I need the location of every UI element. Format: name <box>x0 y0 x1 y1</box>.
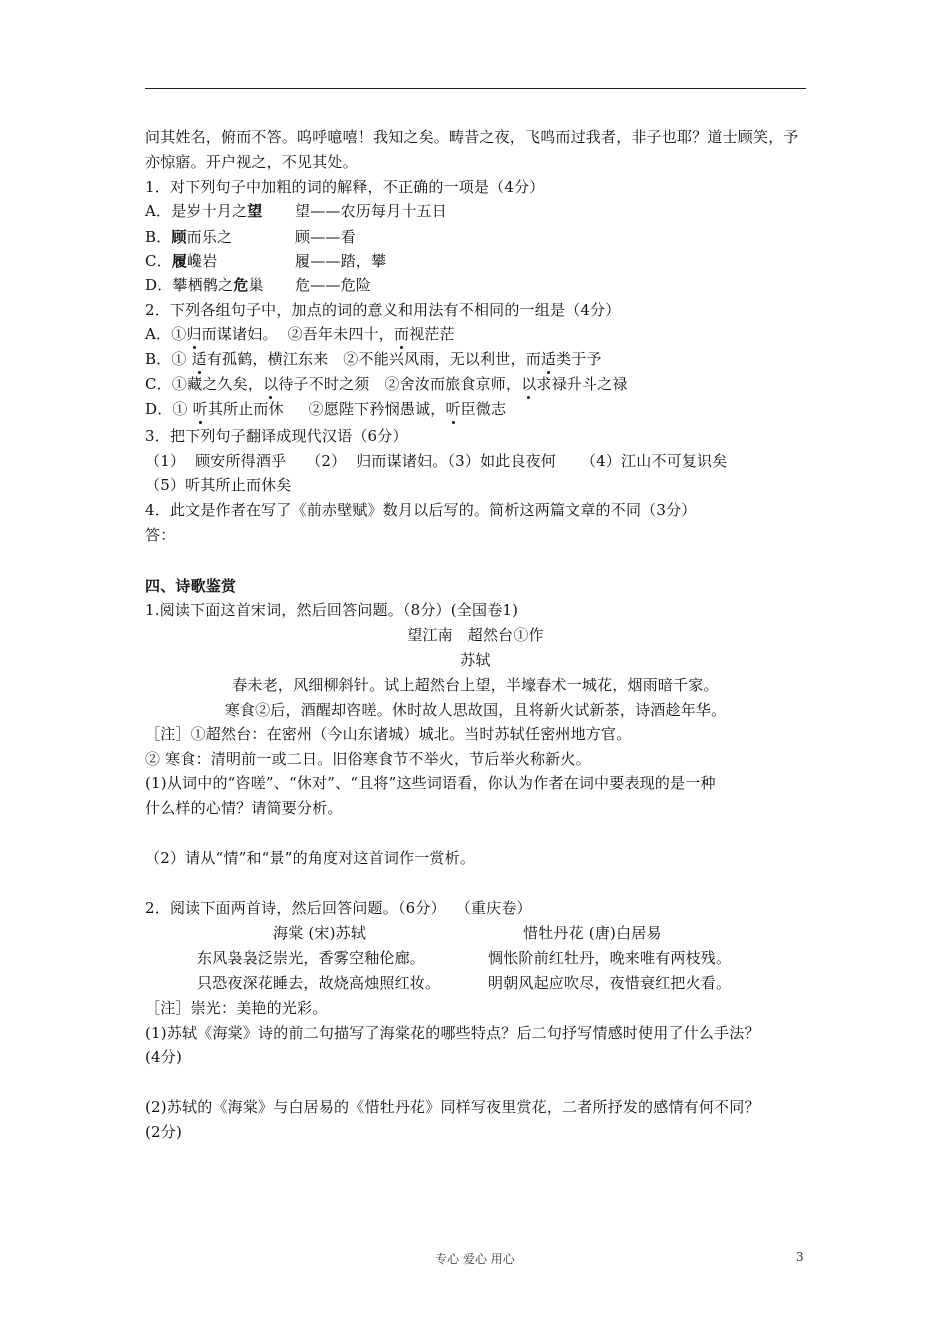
poem-b-line-2: 明朝风起应吹尽，夜惜衰红把火看。 <box>488 974 732 992</box>
poetry-q2-sub1-line-1: (1)苏轼《海棠》诗的前二句描写了海棠花的哪些特点？后二句抒写情感时使用了什么手法？ <box>145 1024 760 1042</box>
q2-option-b: B．① 适有孤鹤，横江东来 ②不能兴风雨，无以利世，而适类于予 <box>145 350 602 368</box>
q1-option-d: D．攀栖鹘之危巢 危——危险 <box>145 276 372 294</box>
poetry-sub1-line-2: 什么样的心情？请简要分析。 <box>145 799 343 817</box>
dotted-word: 听 <box>445 400 461 418</box>
poetry-q2-sub2-line-1: (2)苏轼的《海棠》与白居易的《惜牡丹花》同样写夜里赏花，二者所抒发的感情有何不同？ <box>145 1098 760 1116</box>
q1-option-c: C．履巉岩 履——踏，攀 <box>145 252 387 270</box>
q1-stem: 1．对下列句子中加粗的词的解释，不正确的一项是（4分） <box>145 178 545 196</box>
dotted-word: 听 <box>192 400 208 418</box>
poem-note-3: ［注］崇光：美艳的光彩。 <box>145 999 328 1017</box>
poem-a-line-1: 东风袅袅泛崇光，香雾空釉伦廊。 <box>197 949 426 967</box>
poetry-sub2: （2）请从“情”和“景”的角度对这首词作一赏析。 <box>145 849 476 867</box>
q3-item-5: （5）听其所止而休矣 <box>145 476 292 494</box>
dotted-word: 适 <box>540 350 557 368</box>
dotted-word: 归 <box>186 325 202 343</box>
dotted-word: 以 <box>521 375 537 393</box>
poem-a-title: 海棠 (宋)苏轼 <box>273 924 367 942</box>
poem-title: 望江南 超然台①作 <box>407 626 544 644</box>
poem-b-line-1: 惆怅阶前红牡丹，晚来唯有两枝残。 <box>488 949 732 967</box>
q2-option-a: A．①归而谋诸妇。 ②吾年未四十，而视茫茫 <box>145 325 455 343</box>
poem-note-1: ［注］①超然台：在密州（今山东诸城）城北。当时苏轼任密州地方官。 <box>145 725 632 743</box>
q1-option-b: B．顾而乐之 顾——看 <box>145 228 356 246</box>
section-title: 四、诗歌鉴赏 <box>145 577 237 595</box>
q2-stem: 2．下列各组句子中，加点的词的意义和用法有不相同的一组是（4分） <box>145 301 621 319</box>
poem-a-line-2: 只恐夜深花睡去，故烧高烛照红妆。 <box>197 974 441 992</box>
dotted-word: 以 <box>263 375 279 393</box>
poetry-q1-stem: 1.阅读下面这首宋词，然后回答问题。（8分）(全国卷1) <box>145 601 519 619</box>
passage-line-2: 亦惊寤。开户视之，不见其处。 <box>145 153 358 171</box>
q2-option-c: C．①藏之久矣，以待子不时之须 ②舍汝而旅食京师，以求禄升斗之禄 <box>145 375 628 393</box>
poem-line-1: 春未老，风细柳斜针。试上超然台上望，半壕春术一城花，烟雨暗千家。 <box>232 676 719 694</box>
passage-line-1: 问其姓名，俯而不答。呜呼噫嘻！我知之矣。畴昔之夜，飞鸣而过我者，非子也耶？道士顾笑，予 <box>145 128 799 146</box>
poetry-sub1-line-1: (1)从词中的“咨嗟”、“休对”、“且将”这些词语看，你认为作者在词中要表现的是一种 <box>145 774 716 792</box>
poem-b-title: 惜牡丹花 (唐)白居易 <box>523 924 662 942</box>
bold-word: 危 <box>233 276 249 294</box>
page-number: 3 <box>796 1250 804 1264</box>
poetry-q2-sub2-line-2: (2分) <box>145 1123 183 1141</box>
bold-word: 顾 <box>171 228 187 246</box>
q4-stem: 4．此文是作者在写了《前赤壁赋》数月以后写的。简析这两篇文章的不同（3分） <box>145 501 697 519</box>
q1-option-a: A．是岁十月之望 望——农历每月十五日 <box>145 202 448 220</box>
q3-items: （1） 顾安所得酒乎 （2） 归而谋诸妇。（3）如此良夜何 （4）江山不可复识矣 <box>145 452 728 470</box>
poetry-q2-sub1-line-2: (4分) <box>145 1048 183 1066</box>
q2-option-d: D．① 听其所止而休 ②愿陛下矜悯愚诚，听臣微志 <box>145 400 507 418</box>
q4-answer: 答： <box>145 526 176 544</box>
page-footer: 专心 爱心 用心 <box>435 1252 515 1266</box>
poem-note-2: ② 寒食：清明前一或二日。旧俗寒食节不举火，节后举火称新火。 <box>145 750 591 768</box>
bold-word: 望 <box>247 202 263 220</box>
dotted-word: 而 <box>393 325 410 343</box>
poem-author: 苏轼 <box>460 651 491 669</box>
dotted-word: 适 <box>191 350 207 368</box>
poetry-q2-stem: 2．阅读下面两首诗，然后回答问题。（6分） （重庆卷） <box>145 899 532 917</box>
bold-word: 履 <box>171 252 188 270</box>
header-rule <box>145 88 806 89</box>
q3-stem: 3．把下列句子翻译成现代汉语（6分） <box>145 427 408 445</box>
poem-line-2: 寒食②后，酒醒却咨嗟。休时故人思故国，且将新火试新茶，诗酒趁年华。 <box>224 701 727 719</box>
